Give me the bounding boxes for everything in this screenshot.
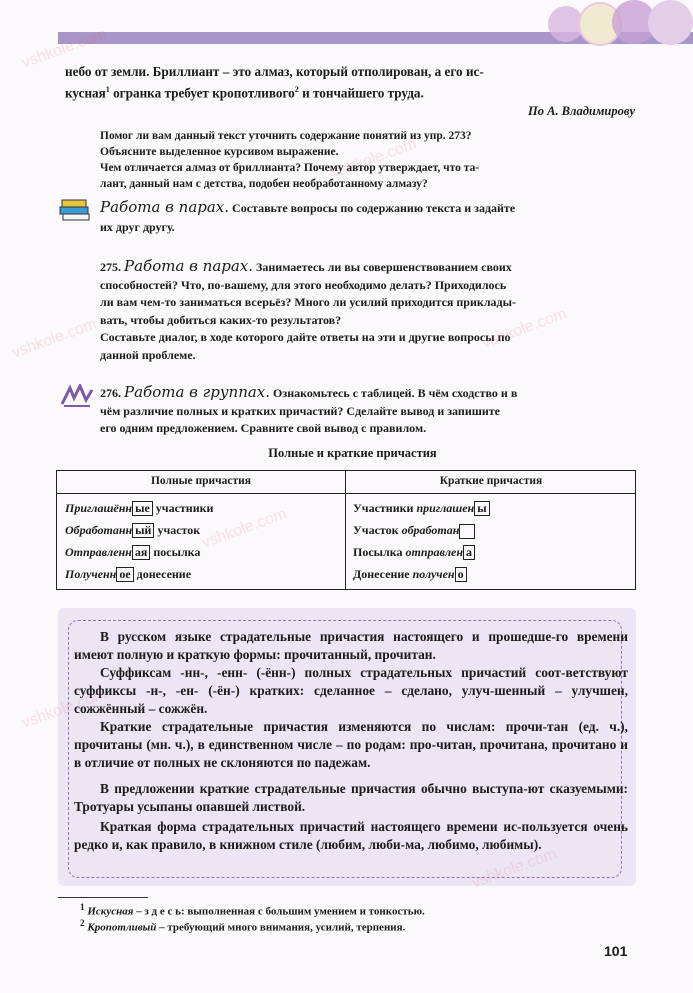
rule-paragraph: Суффиксам -нн-, -енн- (-ённ-) полных страдательных причастий соот-ветствуют суффиксы -н-, -ен- (-ён-) кратких: сделанное – сделано, улуч-шенный – улучшен, сожжённый – сожжён. [74,665,628,716]
page-number: 101 [604,943,628,959]
rule-paragraph: В предложении краткие страдательные причастия обычно выступа-ют сказуемыми: Тротуары усыпаны опавшей листвой. [74,781,628,814]
pair-task: Работа в парах. Составьте вопросы по содержанию текста и задайте их друг другу. [100,198,516,234]
footnote-divider [58,897,148,898]
watermark: vshkole.com [19,25,109,72]
watermark: vshkole.com [479,305,569,352]
table-header-full: Полные причастия [150,475,252,487]
table-row: Участники приглашен ы [353,501,490,516]
intro-paragraph: небо от земли. Бриллиант – это алмаз, который отполирован, а его ис- кусная$^1$ огранка требует кропотливого$^2$ и тончайшего труда. [65,64,484,101]
exercise-276: 276. Работа в группах. Ознакомьтесь с таблицей. В чём сходство и в чём различие полных и кратких причастий? Сделайте вывод и запишите его одним предложением. Сравните свой вывод с правилом. [100,383,518,435]
group-work-icon [60,384,94,408]
table-row: Обработанн ый участок [65,523,201,537]
participles-table [56,470,636,590]
table-row: Полученн ое донесение [65,567,192,581]
watermark: vshkole.com [19,685,109,732]
table-title: Полные и краткие причастия [268,446,437,460]
footnote-2: $^2$ Кропотливый – требующий много внимания, усилий, терпения. [80,918,406,934]
table-row: Приглашённ ые участники [65,501,214,515]
watermark: vshkole.com [199,505,289,552]
table-divider [345,471,346,589]
table-header-short: Краткие причастия [439,475,543,487]
rule-paragraph: Краткая форма страдательных причастий настоящего времени ис-пользуется очень редко и, как правило, в книжном стиле (любим, люби-ма, любимо, любимы). [74,819,628,852]
footnote-1: $^1$ Искусная – з д е с ь: выполненная с большим умением и тонкостью. [80,902,425,918]
watermark: vshkole.com [329,135,419,182]
questions-block: Помог ли вам данный текст уточнить содержание понятий из упр. 273? Объясните выделенное курсивом выражение. Чем отличается алмаз от бриллианта? Почему автор утверждает, что та- лант, данный нам с детства, подобен необработанному алмазу? [100,130,480,190]
exercise-275: 275. Работа в парах. Занимаетесь ли вы совершенствованием своих способностей? Что, по-вашему, для этого необходимо делать? Приходилось ли вам чем-то заниматься всерьёз? Много ли усилий приходится приклады- вать, чтобы добиться каких-то результатов? Составьте диалог, в ходе которого дайте ответы на эти и другие вопросы по данной проблеме. [100,257,516,362]
table-header-line [57,493,635,494]
rule-paragraph: Краткие страдательные причастия изменяются по числам: прочи-тан (ед. ч.), прочитаны (мн. ч.), в единственном числе – по родам: про-читан, прочитана, прочитано и в отличие от полных не склоняются по падежам. [74,719,628,770]
rule-paragraph: В русском языке страдательные причастия настоящего и прошедше-го времени имеют полную и краткую формы: прочитанный, прочитан. [74,629,628,662]
table-row: Посылка отправлен а [353,545,475,560]
table-row: Донесение получен о [353,567,467,582]
watermark: vshkole.com [469,845,559,892]
books-icon [58,196,94,222]
source-author: По А. Владимирову [528,104,635,118]
table-row: Отправленн ая посылка [65,545,201,559]
header-circle-decoration [648,0,693,45]
watermark: vshkole.com [9,315,99,362]
table-row: Участок обработан [353,523,475,539]
